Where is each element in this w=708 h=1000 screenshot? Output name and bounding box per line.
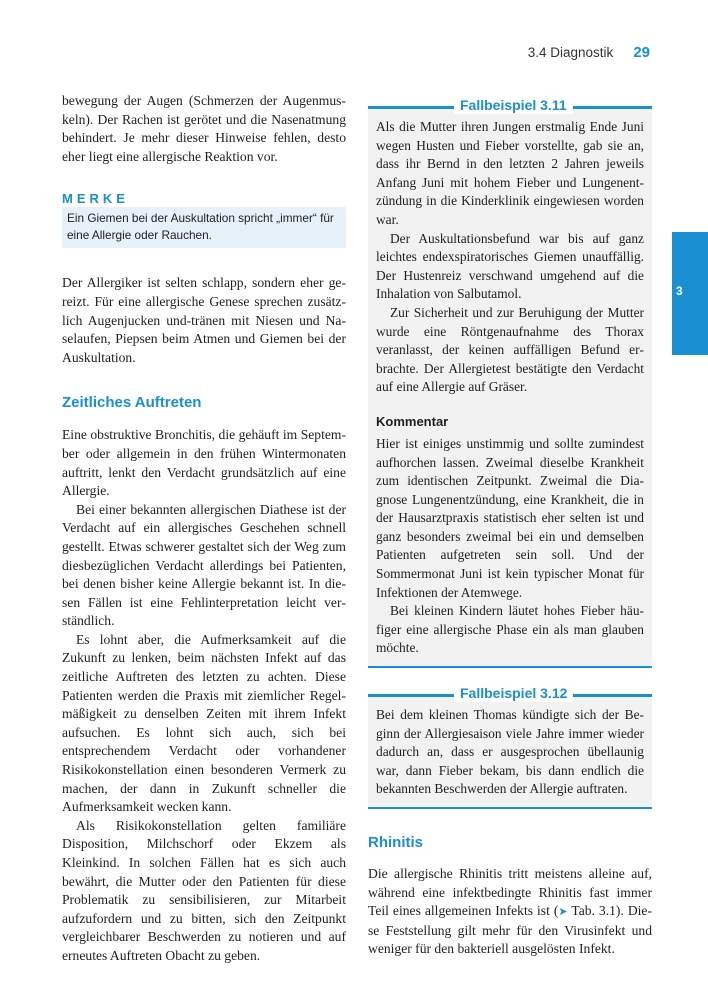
case-label: Fallbeispiel 3.11 xyxy=(454,96,573,114)
merke-box xyxy=(62,191,346,248)
paragraph: Eine obstruktive Bronchitis, die gehäuft im September oder allgemein in den frühen Wintermonaten auftritt, lenkt den Verdacht grundsätzlich auf eine Allergie. xyxy=(62,427,346,499)
case-paragraph: Bei kleinen Kindern läutet hohes Fieber häufiger eine allergische Phase ein als man glauben möchte. xyxy=(376,603,644,656)
paragraph: Als Risikokonstellation gelten familiäre Disposition, Milchschorf oder Ekzem als Kleinkind. In solchen Fällen hat es sich auch bewährt, die Mutter oder den Patienten für diese Problematik zu sensibilisieren, zur Mitarbeit aufzufordern und zu bitten, sich den Zeitpunkt vergleichbarer Beschwerden zu notieren und auf erneutes Auftreten Obacht zu geben. xyxy=(62,817,346,963)
case-paragraph: Als die Mutter ihren Jungen erstmalig Ende Juni wegen Husten und Fieber vorstellte, gab sie an, dass ihr Bernd in den letzten 2 Jahren jeweils Anfang Juni mit hohem Fieber und Lungenentzündung in die Kinderklinik eingewiesen worden war. xyxy=(376,119,644,227)
arrow-icon: ➤ xyxy=(558,905,568,919)
merke-title: MERKE xyxy=(62,191,129,207)
paragraph: Bei einer bekannten allergischen Diathese ist der Verdacht auf ein allergisches Geschehen schnell gestellt. Etwas schwerer gestaltet sich der Weg zum diesbezüglichen Verdacht allerdings bei Patienten, bei denen bisher keine Allergie bekannt ist. In diesen Fällen ist eine Fehlinterpretation leicht verständlich. xyxy=(62,501,346,629)
chapter-thumb-tab xyxy=(672,232,708,355)
case-paragraph: Der Auskultationsbefund war bis auf ganz leichtes endexspiratorisches Giemen unauffällig. Der Hustenreiz verschwand umgehend auf die Inhalation von Salbutamol. xyxy=(376,230,644,302)
chapter-number: 3 xyxy=(676,284,683,298)
table-reference-link[interactable]: Tab. 3.1). Diese Feststellung gilt mehr für den Virusinfekt und weniger für den bakteriell ausgelösten Infekt. xyxy=(368,903,652,957)
running-header xyxy=(528,44,650,64)
kommentar-heading: Kommentar xyxy=(376,413,449,429)
paragraph-text: Die allergische Rhinitis tritt meistens alleine auf, während eine infektbedingte Rhinitis fast immer Teil eines allgemeinen Infekts ist ( xyxy=(368,866,652,919)
case-box-3-11 xyxy=(368,97,652,668)
case-paragraph: Bei dem kleinen Thomas kündigte sich der Beginn der Allergiesaison viele Jahre immer wieder dadurch an, dass er ausgesprochen übellaunig war, dann Fieber bekam, bis dann endlich die bekannten Beschwerden der Allergie auftraten. xyxy=(376,707,644,797)
case-paragraph: Hier ist einiges unstimmig und sollte zumindest aufhorchen lassen. Zweimal dieselbe Krankheit zum identischen Zeitpunkt. Zweimal die Diagnose Lungenentzündung, eine Krankheit, die in der Hausarztpraxis statistisch eher selten ist und ganz besonders zweimal bei ein und demselben Patienten aufgetreten sein soll. Und der Sommermonat Juni ist kein typischer Monat für Infektionen der Atemwege. xyxy=(376,435,644,600)
merke-text: Ein Giemen bei der Auskultation spricht „immer“ für eine Allergie oder Rauchen. xyxy=(62,207,346,248)
paragraph: bewegung der Augen (Schmerzen der Augenmuskeln). Der Rachen ist gerötet und die Nasenatmung behindert. Je mehr dieser Hinweise fehlen, desto eher liegt eine allergische Reaktion vor. xyxy=(62,93,346,164)
section-heading-rhinitis: Rhinitis xyxy=(368,834,423,851)
paragraph xyxy=(368,865,652,959)
section-title: 3.4 Diagnostik xyxy=(527,45,614,60)
paragraph: Der Allergiker ist selten schlapp, sondern eher gereizt. Für eine allergische Genese sprechen zusätzlich Augenjucken und-tränen mit Niesen und Naselaufen, Piepsen beim Atmen und Giemen bei der Auskultation. xyxy=(62,275,346,365)
left-column xyxy=(62,92,346,966)
page-number: 29 xyxy=(633,44,650,61)
right-column xyxy=(368,92,652,959)
paragraph: Es lohnt aber, die Aufmerksamkeit auf die Zukunft zu lenken, beim nächsten Infekt auf das zeitliche Auftreten des letzten zu achten. Diese Patienten werden die Praxis mit ziemlicher Regelmäßigkeit zu denselben Zeiten mit ihrem Infekt aufsuchen. Es lohnt sich auch, sich bei entsprechendem Verdacht oder vorhandener Risikokonstellation einen besonderen Vermerk zu machen, der dann in Zukunft schneller die Aufmerksamkeit wecken kann. xyxy=(62,631,346,815)
case-label: Fallbeispiel 3.12 xyxy=(454,684,573,702)
section-heading-zeitliches-auftreten: Zeitliches Auftreten xyxy=(62,394,202,412)
case-paragraph: Zur Sicherheit und zur Beruhigung der Mutter wurde eine Röntgenaufnahme des Thorax veranlasst, der keinen auffälligen Befund erbrachte. Der Allergietest bestätigte den Verdacht auf eine Allergie auf Gräser. xyxy=(376,304,644,395)
case-box-3-12 xyxy=(368,685,652,809)
